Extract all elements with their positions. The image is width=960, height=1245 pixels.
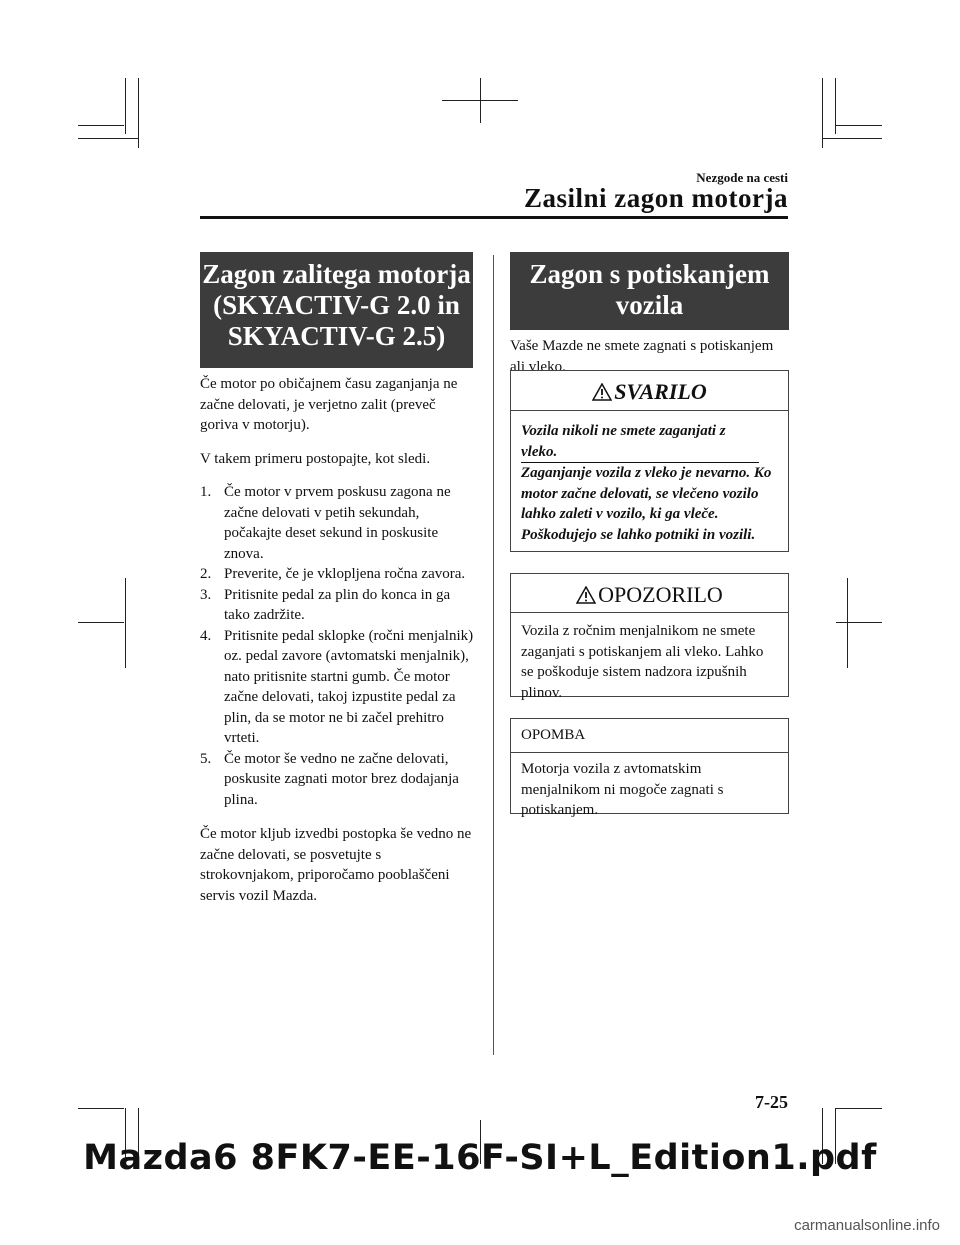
list-item: 3. Pritisnite pedal za plin do konca in ga tako zadržite. — [200, 586, 451, 623]
caution-text: Vozila z ročnim menjalnikom ne smete zaganjati s potiskanjem ali vleko. Lahko se poškoduje sistem nadzora izpušnih plinov. — [521, 623, 764, 701]
warning-triangle-icon — [592, 381, 612, 407]
list-item: 1. Če motor v prvem poskusu zagona ne začne delovati v petih sekundah, počakajte deset sekund in poskusite znova. — [200, 484, 451, 562]
warning-title: SVARILO — [614, 379, 707, 404]
warning-underlined: Vozila nikoli ne smete zaganjati z vleko. — [521, 421, 759, 463]
right-heading-line-2: vozila — [615, 290, 684, 320]
watermark: carmanualsonline.info — [794, 1217, 940, 1234]
list-item: 4. Pritisnite pedal sklopke (ročni menjalnik) oz. pedal zavore (avtomatski menjalnik), nato pritisnite startni gumb. Če motor začne delovati, takoj izpustite pedal za plin, da se motor ne bi začel prehitro vrteti. — [200, 627, 474, 746]
left-section-heading — [200, 252, 473, 368]
caution-triangle-icon — [576, 584, 596, 610]
header-rule — [200, 216, 788, 219]
warning-body — [511, 411, 788, 557]
left-heading-line-3: SKYACTIV-G 2.5) — [227, 321, 446, 351]
left-heading-line-2: (SKYACTIV-G 2.0 in — [213, 290, 460, 320]
right-heading-line-1: Zagon s potiskanjem — [529, 259, 770, 289]
list-item: 2. Preverite, če je vklopljena ročna zavora. — [200, 566, 466, 582]
warning-text: Zaganjanje vozila z vleko je nevarno. Ko motor začne delovati, se vlečeno vozilo lahko zaleti v vozilo, ki ga vleče. Poškodujejo se lahko potniki in vozili. — [521, 465, 772, 543]
right-section-heading — [510, 252, 789, 330]
note-title: OPOMBA — [511, 719, 788, 753]
warning-header — [511, 371, 788, 411]
left-lead: V takem primeru postopajte, kot sledi. — [200, 450, 431, 467]
left-closing: Če motor kljub izvedbi postopka še vedno ne začne delovati, se posvetujte s strokovnjakom, priporočamo pooblaščeni servis vozil Mazda. — [200, 826, 472, 904]
steps-list — [200, 482, 475, 810]
caution-header — [511, 574, 788, 610]
caution-box — [510, 573, 789, 701]
right-intro: Vaše Mazde ne smete zagnati s potiskanjem ali vleko. — [510, 338, 774, 375]
page-title: Zasilni zagon motorja — [524, 183, 788, 213]
column-divider — [493, 255, 494, 1055]
note-box — [510, 718, 789, 818]
caution-title: OPOZORILO — [598, 582, 723, 607]
footer-filename: Mazda6 8FK7-EE-16F-SI+L_Edition1.pdf — [83, 1138, 877, 1178]
left-heading-line-1: Zagon zalitega motorja — [202, 259, 471, 289]
note-text: Motorja vozila z avtomatskim menjalnikom ni mogoče zagnati s potiskanjem. — [521, 761, 724, 818]
left-body — [200, 374, 475, 919]
warning-box — [510, 370, 789, 552]
list-item: 5. Če motor še vedno ne začne delovati, poskusite zagnati motor brez dodajanja plina. — [200, 750, 459, 808]
left-intro: Če motor po običajnem času zaganjanja ne začne delovati, je verjetno zalit (preveč goriva v motorju). — [200, 376, 458, 433]
chapter-label: Nezgode na cesti — [696, 170, 788, 185]
page-number: 7-25 — [755, 1092, 788, 1112]
